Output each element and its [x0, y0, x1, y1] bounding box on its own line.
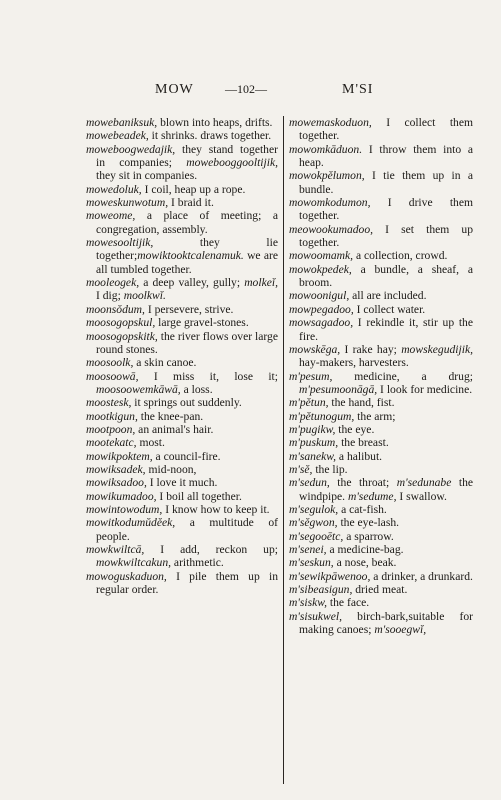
headword: m'sisukwel,: [289, 609, 343, 623]
headword: meowookumadoo,: [289, 222, 374, 236]
definition: I set them up together.: [299, 222, 473, 250]
definition: I boil all together.: [156, 489, 242, 503]
dictionary-entry: [86, 543, 278, 570]
dictionary-entry: [289, 503, 473, 516]
definition: the breast.: [338, 436, 389, 450]
definition: the river flows over large round stones.: [96, 329, 278, 356]
dictionary-entry: [289, 556, 473, 569]
headword: mowikumadoo,: [86, 489, 157, 503]
dictionary-entry: [86, 143, 278, 183]
headword-variant: m'sedunabe: [396, 476, 452, 490]
definition: a skin canoe.: [133, 356, 197, 370]
headword: mowoguskaduon,: [86, 569, 167, 583]
headword: mowsagadoo,: [289, 316, 354, 330]
headword-variant: m'pesumoonāgā,: [299, 382, 378, 396]
headword: mowomkodumon,: [289, 196, 371, 210]
headword: mootkigun,: [86, 409, 138, 423]
headword-variant: moosoowemkāwā,: [96, 382, 181, 396]
definition: an animal's hair.: [135, 422, 214, 436]
dictionary-entry: [289, 316, 473, 343]
dictionary-entry: [86, 423, 278, 436]
dictionary-entry: [86, 316, 278, 329]
dictionary-entry: [289, 543, 473, 556]
definition: hay-makers, harvesters.: [299, 356, 409, 370]
headword: m'sewikpāwenoo,: [289, 569, 371, 583]
dictionary-entry: [289, 303, 473, 316]
definition: blown into heaps, drifts.: [157, 116, 273, 129]
headword: mowskēga,: [289, 342, 341, 356]
headword: moweboogwedajik,: [86, 142, 176, 156]
headword: m'pĕtun,: [289, 396, 329, 410]
definition: we are all tumbled together.: [96, 249, 278, 276]
dictionary-entry: [289, 610, 473, 637]
definition: a multitude of people.: [96, 516, 278, 543]
definition: a loss.: [180, 382, 213, 396]
headword-variant: mowkwiltcakun,: [96, 556, 172, 570]
dictionary-entry: [289, 343, 473, 370]
headword: m'pesum,: [289, 369, 333, 383]
definition: birch-bark,suitable for making canoes;: [299, 609, 473, 637]
dictionary-entry: [289, 463, 473, 476]
headword: moosogopskul,: [86, 316, 156, 330]
definition: I collect them together.: [299, 116, 473, 143]
dictionary-entry: [289, 423, 473, 436]
definition: I throw them into a heap.: [299, 142, 473, 170]
definition: a nose, beak.: [333, 556, 397, 570]
definition: a collection, crowd.: [353, 249, 448, 263]
definition: I rake hay;: [340, 342, 402, 356]
headword: moosoowā,: [86, 369, 139, 383]
definition: they sit in companies.: [96, 169, 198, 183]
dictionary-entry: [86, 450, 278, 463]
dictionary-entry: [86, 303, 278, 316]
dictionary-entry: [86, 236, 278, 276]
dictionary-entry: [289, 396, 473, 409]
definition: I persevere, strive.: [144, 302, 234, 316]
dictionary-entry: [289, 223, 473, 250]
headword: mowiksadoo,: [86, 476, 147, 490]
headword: mowiksadek,: [86, 462, 146, 476]
headword: mowokpedek,: [289, 262, 352, 276]
headword: mootekatc,: [86, 436, 137, 450]
dictionary-entry: [86, 276, 278, 303]
headword-variant: molkeĭ,: [244, 276, 278, 290]
dictionary-entry: [86, 476, 278, 489]
definition: a medicine-bag.: [326, 543, 404, 556]
headword-variant: mowebooggooltijik,: [186, 156, 278, 170]
headword: moweskunwotum,: [86, 196, 169, 210]
headword: mowpegadoo,: [289, 302, 354, 316]
definition: it shrinks. draws together.: [148, 129, 272, 143]
definition: I love it much.: [146, 476, 218, 490]
dictionary-entry: [86, 356, 278, 369]
headword: mowebeadek,: [86, 129, 149, 143]
headword: m'puskum,: [289, 436, 339, 450]
headword: mowebaniksuk,: [86, 116, 158, 129]
definition: I coil, heap up a rope.: [141, 182, 246, 196]
definition: I look for medicine.: [377, 382, 473, 396]
headword: m'sanekw,: [289, 449, 337, 463]
definition: I rekindle it, stir up the fire.: [299, 316, 473, 343]
dictionary-entry: [289, 263, 473, 290]
dictionary-entry: [86, 436, 278, 449]
headword: mowoonigul,: [289, 289, 350, 303]
dictionary-entry: [86, 490, 278, 503]
dictionary-entry: [289, 596, 473, 609]
headword: mowedoluk,: [86, 182, 142, 196]
headword-variant: m'sedume,: [347, 489, 397, 503]
dictionary-entry: [86, 183, 278, 196]
dictionary-entry: [86, 503, 278, 516]
definition: the throat;: [329, 476, 397, 490]
headword: mowokpĕlumon,: [289, 169, 365, 183]
headword: moostesk,: [86, 396, 132, 410]
right-column: [289, 116, 473, 636]
dictionary-entry: [289, 476, 473, 503]
dictionary-entry: [86, 129, 278, 142]
headword: mowoomamk,: [289, 249, 354, 263]
dictionary-entry: [86, 196, 278, 209]
headword: m'sibeasigun,: [289, 583, 353, 597]
headword: mowemaskoduon,: [289, 116, 372, 129]
headword: moweome,: [86, 209, 136, 223]
headword: m'segulok,: [289, 502, 339, 516]
dictionary-entry: [86, 516, 278, 543]
definition: the hand, fist.: [328, 396, 395, 410]
headword: mowkwiltcā,: [86, 543, 145, 556]
dictionary-entry: [289, 516, 473, 529]
definition: medicine, a drug;: [332, 369, 473, 383]
definition: arithmetic.: [171, 556, 224, 570]
definition: a council-fire.: [152, 449, 221, 463]
dictionary-entry: [86, 570, 278, 597]
dictionary-entry: [86, 410, 278, 423]
headword: m'senei,: [289, 543, 327, 556]
headword: m'siskw,: [289, 596, 328, 610]
dictionary-entry: [86, 463, 278, 476]
dictionary-entry: [289, 530, 473, 543]
dictionary-entry: [289, 410, 473, 423]
definition: a bundle, a sheaf, a broom.: [299, 262, 473, 290]
headword: mowintowodum,: [86, 502, 163, 516]
dictionary-entry: [289, 116, 473, 143]
headword: m'seskun,: [289, 556, 334, 570]
headword-variant: moolkwĭ.: [123, 289, 166, 303]
headword: mootpoon,: [86, 422, 136, 436]
definition: I know how to keep it.: [162, 502, 270, 516]
dictionary-entry: [289, 289, 473, 302]
definition: large gravel-stones.: [155, 316, 249, 330]
header-left-guideword: MOW: [155, 82, 194, 97]
headword: m'sĕ,: [289, 462, 313, 476]
headword: mooleogek,: [86, 276, 140, 290]
dictionary-entry: [289, 436, 473, 449]
definition: I braid it.: [168, 196, 214, 210]
headword: m'pĕtunogum,: [289, 409, 355, 423]
definition: I add, reckon up;: [144, 543, 278, 556]
definition: the face.: [327, 596, 370, 610]
definition: a place of meeting; a congregation, assembly.: [96, 209, 278, 236]
dictionary-entry: [86, 209, 278, 236]
definition: a drinker, a drunkard.: [370, 569, 473, 583]
headword: m'sĕgwon,: [289, 516, 338, 530]
headword: mowikpoktem,: [86, 449, 153, 463]
dictionary-entry: [86, 116, 278, 129]
dictionary-entry: [86, 370, 278, 397]
left-column: [86, 116, 278, 596]
dictionary-entry: [86, 330, 278, 357]
definition: a halibut.: [336, 449, 383, 463]
entry-columns: [86, 116, 472, 786]
headword: mowitkodumŭdĕek,: [86, 516, 176, 530]
definition: the eye-lash.: [337, 516, 400, 530]
headword: moonsŏdum,: [86, 302, 145, 316]
definition: the knee-pan.: [137, 409, 204, 423]
definition: a cat-fish.: [338, 502, 387, 516]
headword: moosogopskitk,: [86, 329, 158, 343]
definition: most.: [136, 436, 165, 450]
definition: the windpipe.: [299, 476, 473, 503]
definition: mid-noon,: [145, 462, 197, 476]
definition: I collect water.: [353, 302, 426, 316]
dictionary-entry: [289, 143, 473, 170]
headword: m'segooētc,: [289, 529, 344, 543]
page-header: [0, 82, 501, 102]
dictionary-entry: [289, 570, 473, 583]
headword-variant: m'sooegwĭ,: [374, 623, 427, 637]
definition: I miss it, lose it;: [138, 369, 278, 383]
definition: the lip.: [312, 462, 348, 476]
definition: a sparrow.: [343, 529, 394, 543]
headword: mowesooltijik,: [86, 236, 154, 250]
definition: they stand together in companies;: [96, 142, 278, 170]
dictionary-entry: [289, 583, 473, 596]
definition: I swallow.: [396, 489, 447, 503]
definition: a deep valley, gully;: [139, 276, 245, 290]
headword: moosoolk,: [86, 356, 134, 370]
dictionary-entry: [86, 396, 278, 409]
dictionary-entry: [289, 169, 473, 196]
definition: I pile them up in regular order.: [96, 569, 278, 597]
column-divider: [283, 116, 284, 784]
page-number: —102—: [225, 82, 267, 96]
headword-variant: mowskegudijik,: [401, 342, 473, 356]
dictionary-entry: [289, 249, 473, 262]
definition: I drive them together.: [299, 196, 473, 223]
definition: I tie them up in a bundle.: [299, 169, 473, 196]
dictionary-entry: [289, 450, 473, 463]
definition: dried meat.: [352, 583, 408, 597]
definition: they lie together;: [96, 236, 278, 263]
dictionary-entry: [289, 196, 473, 223]
dictionary-entry: [289, 370, 473, 397]
headword: mowomkāduon.: [289, 142, 363, 156]
headword: m'pugikw,: [289, 422, 336, 436]
definition: I dig;: [96, 289, 124, 303]
definition: the arm;: [354, 409, 396, 423]
headword: m'sedun,: [289, 476, 330, 490]
definition: it springs out suddenly.: [131, 396, 242, 410]
definition: all are included.: [349, 289, 427, 303]
definition: the eye.: [335, 422, 375, 436]
header-right-guideword: M'SI: [342, 82, 374, 97]
headword-variant: mowiktooktcalenamuk.: [137, 249, 244, 263]
